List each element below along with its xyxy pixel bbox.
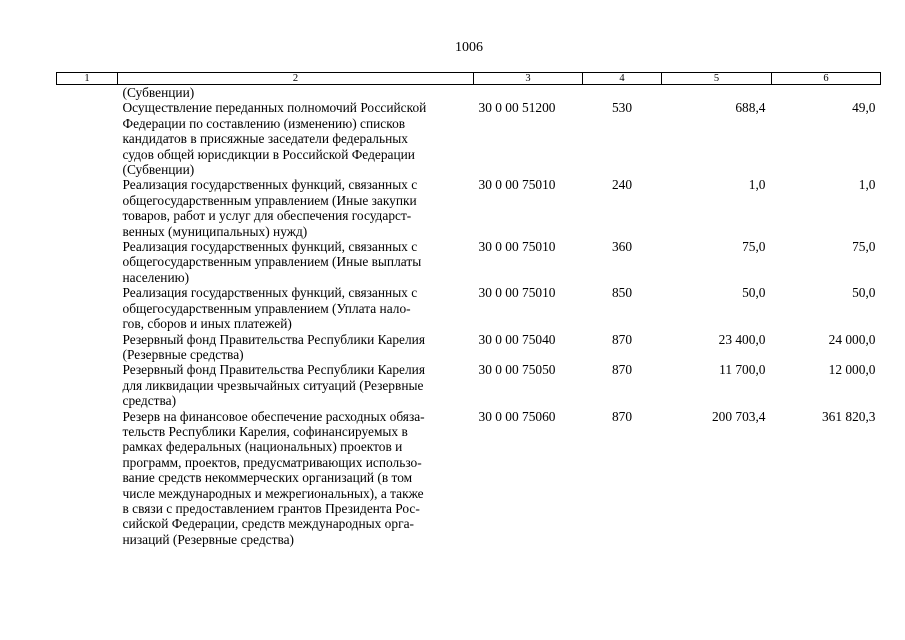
description-line: низаций (Резервные средства) [122, 531, 295, 547]
row-number-cell [57, 100, 118, 177]
row-number-cell [57, 239, 118, 285]
expense-type-cell: 870 [611, 408, 633, 424]
amount-year1-cell: 50,0 [742, 285, 766, 301]
description-cell [118, 85, 474, 101]
amount-year2-cell: 1,0 [858, 177, 876, 193]
description-line: Осуществление переданных полномочий Российской [122, 100, 427, 116]
table-row [57, 285, 881, 331]
description-line: Резерв на финансовое обеспечение расходных обяза- [122, 408, 425, 424]
amount-year2-cell: 50,0 [852, 285, 876, 301]
expense-type-cell: 530 [611, 100, 633, 116]
description-cell [118, 239, 474, 285]
description-cell [118, 285, 474, 331]
header-row [57, 73, 881, 85]
amount-year1-cell: 11 700,0 [719, 362, 766, 378]
table-row [57, 332, 881, 363]
expense-type-cell: 870 [611, 331, 633, 347]
table-header [57, 73, 881, 85]
target-article-cell: 30 0 00 75060 [478, 408, 556, 424]
description-line: (Субвенции) [122, 85, 195, 100]
amount-year1-cell: 200 703,4 [711, 408, 766, 424]
row-number-cell [57, 332, 118, 363]
description-line: рамках федеральных (национальных) проектов и [122, 439, 403, 455]
row-number-cell [57, 85, 118, 101]
amount-year1-cell: 1,0 [748, 177, 766, 193]
amount-year1-cell: 23 400,0 [718, 331, 766, 347]
table-row [57, 362, 881, 408]
description-line: (Резервные средства) [122, 346, 244, 362]
target-article-cell: 30 0 00 75050 [478, 362, 556, 378]
expense-type-cell [583, 85, 662, 101]
description-cell [118, 332, 474, 363]
row-number-cell [57, 285, 118, 331]
amount-year2-cell: 75,0 [852, 239, 876, 255]
target-article-cell: 30 0 00 75010 [478, 177, 556, 193]
description-line: сийской Федерации, средств международных орга- [122, 516, 414, 532]
target-article-cell: 30 0 00 75010 [478, 239, 556, 255]
amount-year2-cell [772, 85, 881, 101]
description-line: в связи с предоставлением грантов Президента Рос- [122, 500, 420, 516]
amount-year1-cell [662, 85, 772, 101]
description-line: общегосударственным управлением (Уплата нало- [122, 300, 411, 316]
description-line: венных (муниципальных) нужд) [122, 223, 308, 239]
table-row [57, 85, 881, 101]
description-line: судов общей юрисдикции в Российской Федерации [122, 146, 415, 162]
description-line: Реализация государственных функций, связанных с [122, 239, 418, 255]
description-line: тельств Республики Карелия, софинансируемых в [122, 423, 408, 439]
table-row [57, 177, 881, 239]
row-number-cell [57, 409, 118, 548]
expense-type-cell: 850 [611, 285, 633, 301]
column-header-5: 5 [662, 73, 772, 85]
row-number-cell [57, 362, 118, 408]
table-row [57, 100, 881, 177]
description-line: (Субвенции) [122, 162, 195, 178]
description-cell [118, 177, 474, 239]
description-line: программ, проектов, предусматривающих использо- [122, 454, 422, 470]
description-line: Резервный фонд Правительства Республики Карелия [122, 331, 425, 347]
amount-year2-cell: 24 000,0 [828, 331, 876, 347]
description-line: Федерации по составлению (изменению) списков [122, 115, 406, 131]
description-line: гов, сборов и иных платежей) [122, 316, 292, 332]
amount-year2-cell: 361 820,3 [821, 408, 876, 424]
description-line: вание средств некоммерческих организаций (в том [122, 470, 413, 486]
column-header-4: 4 [583, 73, 662, 85]
column-header-1: 1 [57, 73, 118, 85]
amount-year1-cell: 688,4 [735, 100, 766, 116]
description-line: для ликвидации чрезвычайных ситуаций (Резервные [122, 377, 424, 393]
description-line: числе международных и межрегиональных), а также [122, 485, 424, 501]
description-cell [118, 409, 474, 548]
page-number: 1006 [455, 40, 483, 55]
description-line: населению) [122, 269, 190, 285]
row-number-cell [57, 177, 118, 239]
target-article-cell: 30 0 00 75010 [478, 285, 556, 301]
amount-year2-cell: 12 000,0 [828, 362, 876, 378]
table-body [57, 85, 881, 548]
amount-year2-cell: 49,0 [852, 100, 876, 116]
description-line: Резервный фонд Правительства Республики Карелия [122, 362, 425, 378]
amount-year1-cell: 75,0 [742, 239, 766, 255]
description-line: кандидатов в присяжные заседатели федеральных [122, 131, 408, 147]
column-header-2: 2 [118, 73, 474, 85]
expense-type-cell: 240 [611, 177, 633, 193]
expense-type-cell: 360 [611, 239, 633, 255]
description-cell [118, 362, 474, 408]
target-article-cell: 30 0 00 51200 [478, 100, 556, 116]
description-line: товаров, работ и услуг для обеспечения государст- [122, 208, 412, 224]
description-cell [118, 100, 474, 177]
target-article-cell [474, 85, 583, 101]
column-header-6: 6 [772, 73, 881, 85]
expense-type-cell: 870 [611, 362, 633, 378]
target-article-cell: 30 0 00 75040 [478, 331, 556, 347]
table-row [57, 239, 881, 285]
description-line: средства) [122, 393, 177, 409]
description-line: Реализация государственных функций, связанных с [122, 177, 418, 193]
description-line: общегосударственным управлением (Иные закупки [122, 192, 417, 208]
description-line: Реализация государственных функций, связанных с [122, 285, 418, 301]
budget-table [56, 72, 881, 547]
description-line: общегосударственным управлением (Иные выплаты [122, 254, 422, 270]
column-header-3: 3 [474, 73, 583, 85]
table-row [57, 409, 881, 548]
